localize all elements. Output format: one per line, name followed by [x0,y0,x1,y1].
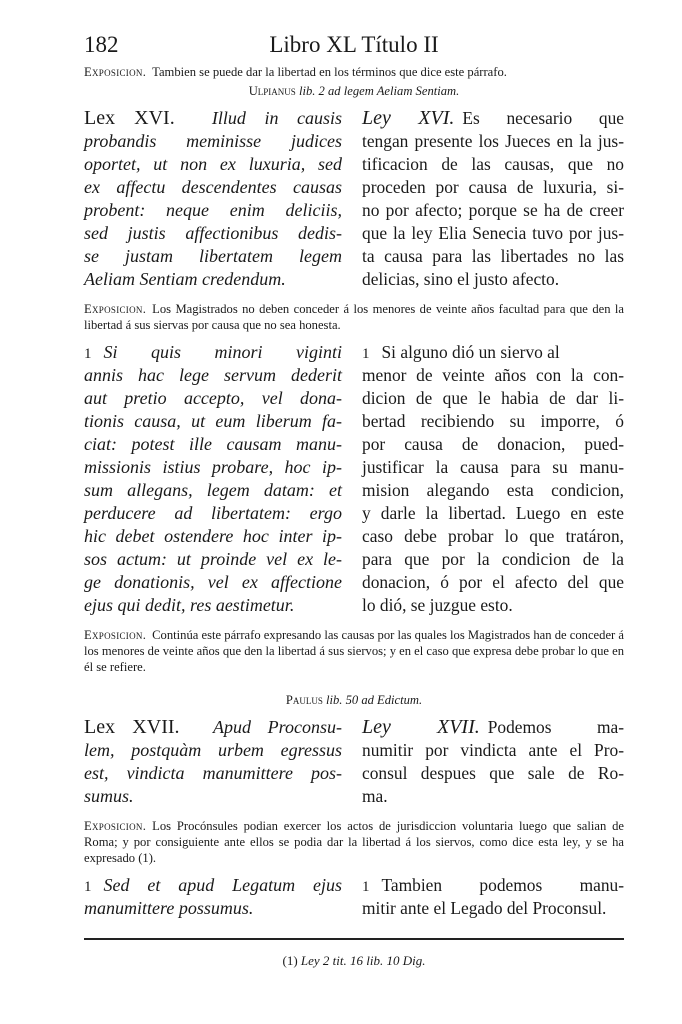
text-line: missionis istius probare, hoc ip- [84,457,342,477]
lex-16-latin-lead: Lex XVI. [84,107,175,129]
exposition-3 [84,627,624,675]
text-line: manumittere possumus. [84,898,254,918]
text-line: y darle la libertad. Luego en este [362,503,624,523]
text-line: consul despues que sale de Ro- [362,763,624,783]
text-line: que la ley Elia Senecia tuvo por jus- [362,223,624,243]
text-line: tificacion de las causas, que no [362,154,624,174]
ley-17-spanish-lead: Ley XVII. [362,716,480,738]
text-line: probandis meminisse judices [84,131,342,151]
text-line: lem, postquàm urbem egressus [84,740,342,760]
text-line: Illud in causis [211,108,343,128]
lex-17-latin-lead: Lex XVII. [84,716,180,738]
source-citation-2 [84,693,624,708]
text-line: por causa de donacion, pued- [362,434,624,454]
text-line: bertad recibiendo su imporre, ó [362,411,624,431]
text-line: ejus qui dedit, res aestimetur. [84,595,295,615]
exposition-text: Los Magistrados no deben conceder á los menores de veinte años facultad para que den la libertad á sus siervas por causa que no sea honesta. [84,302,624,332]
text-line: caso debe probar lo que tratáron, [362,526,624,546]
text-line: menor de veinte años con la con- [362,365,624,385]
jurist-name: Ulpianus [248,84,296,98]
page-number: 182 [84,32,119,57]
text-line: perducere ad libertatem: ergo [84,503,342,523]
text-line: Si alguno dió un siervo al [381,342,560,362]
page [84,30,624,982]
paragraph-number: 1 [84,879,92,895]
text-line: Es necesario que [462,108,624,128]
text-line: delicias, sino el justo afecto. [362,269,560,289]
paragraph-2-latin [84,874,342,920]
text-line: sos actum: ut proinde vel ex le- [84,549,342,569]
text-line: hic debet ostendere hoc inter ip- [84,526,342,546]
text-line: no por afecto; porque se ha de creer [362,200,624,220]
text-line: Si quis minori viginti [103,342,342,362]
ley-16-spanish-lead: Ley XVI. [362,107,455,129]
text-line: probent: neque enim deliciis, [84,200,342,220]
text-line: ex affectu descendentes causas [84,177,342,197]
text-line: Aeliam Sentiam credendum. [84,269,286,289]
paragraph-2-columns [84,874,624,920]
paragraph-1-spanish [362,341,624,617]
exposition-1 [84,64,624,80]
text-line: Apud Proconsu- [212,717,342,737]
lex-16-columns [84,107,624,291]
exposition-text: Los Procónsules podian exercer los actos de jurisdiccion voluntaria luego que salian de Roma; y por consiguiente ante ellos se podia dar la libertad á los siervos, como dice esta ley, y se ha expresado (1). [84,819,624,865]
text-line: donacion, ó por el afecto del que [362,572,624,592]
text-line: dicion de que le habia de dar li- [362,388,624,408]
text-line: sed justis affectionibus dedis- [84,223,342,243]
lex-17-columns [84,716,624,808]
text-line: mitir ante el Legado del Proconsul. [362,898,607,918]
text-line: sum allegans, legem datam: et [84,480,342,500]
exposition-text: Tambien se puede dar la libertad en los términos que dice este párrafo. [152,65,507,79]
text-line: Sed et apud Legatum ejus [103,875,342,895]
text-line: ta causa para las libertades no las [362,246,624,266]
source-citation-1 [84,84,624,99]
exposition-label: Exposicion. [84,819,147,833]
paragraph-number: 1 [84,346,92,362]
text-line: Podemos ma- [487,717,624,737]
footnote [84,953,624,969]
page-header [84,30,624,64]
paragraph-number: 1 [362,346,370,362]
text-line: ciat: potest ille causam manu- [84,434,342,454]
text-line: sumus. [84,786,134,806]
paragraph-2-spanish [362,874,624,920]
text-line: tengan presente los Jueces en la jus- [362,131,624,151]
text-line: tionis causa, ut eum liberum fa- [84,411,342,431]
text-line: ge donationis, vel ex affectione [84,572,342,592]
jurist-name: Paulus [285,693,323,707]
footnote-rule [84,938,624,940]
running-title: Libro XL Título II [269,32,439,57]
text-line: numitir por vindicta ante el Pro- [362,740,624,760]
text-line: lo dió, se juzgue esto. [362,595,513,615]
exposition-text: Continúa este párrafo expresando las causas por las quales los Magistrados han de conceder á los menores de veinte años que den la libertad á sus siervos; y en el caso que expresa debe probar lo que en él se refiere. [84,628,624,674]
text-line: Tambien podemos manu- [381,875,624,895]
text-line: annis hac lege servum dederit [84,365,342,385]
lex-17-spanish [362,716,624,808]
text-line: aut pretio accepto, vel dona- [84,388,342,408]
footnote-text: Ley 2 tit. 16 lib. 10 Dig. [300,953,426,968]
lex-17-latin [84,716,342,808]
lex-16-latin [84,107,342,291]
source-reference: lib. 2 ad legem Aeliam Sentiam. [298,84,460,98]
text-line: mision alegando esta condicion, [362,480,624,500]
text-line: oportet, ut non ex luxuria, sed [84,154,342,174]
exposition-label: Exposicion. [84,65,147,79]
exposition-4 [84,818,624,866]
text-line: se justam libertatem legem [84,246,342,266]
text-line: est, vindicta manumittere pos- [84,763,342,783]
paragraph-1-latin [84,341,342,617]
exposition-label: Exposicion. [84,628,147,642]
text-line: ma. [362,786,388,806]
text-line: para que por la condicion de la [362,549,624,569]
exposition-label: Exposicion. [84,302,147,316]
paragraph-number: 1 [362,879,370,895]
source-reference: lib. 50 ad Edictum. [325,693,423,707]
paragraph-1-columns [84,341,624,617]
text-line: justificar la causa para su manu- [362,457,624,477]
exposition-2 [84,301,624,333]
text-line: proceden por causa de luxuria, si- [362,177,624,197]
lex-16-spanish [362,107,624,291]
footnote-marker: (1) [282,953,298,968]
